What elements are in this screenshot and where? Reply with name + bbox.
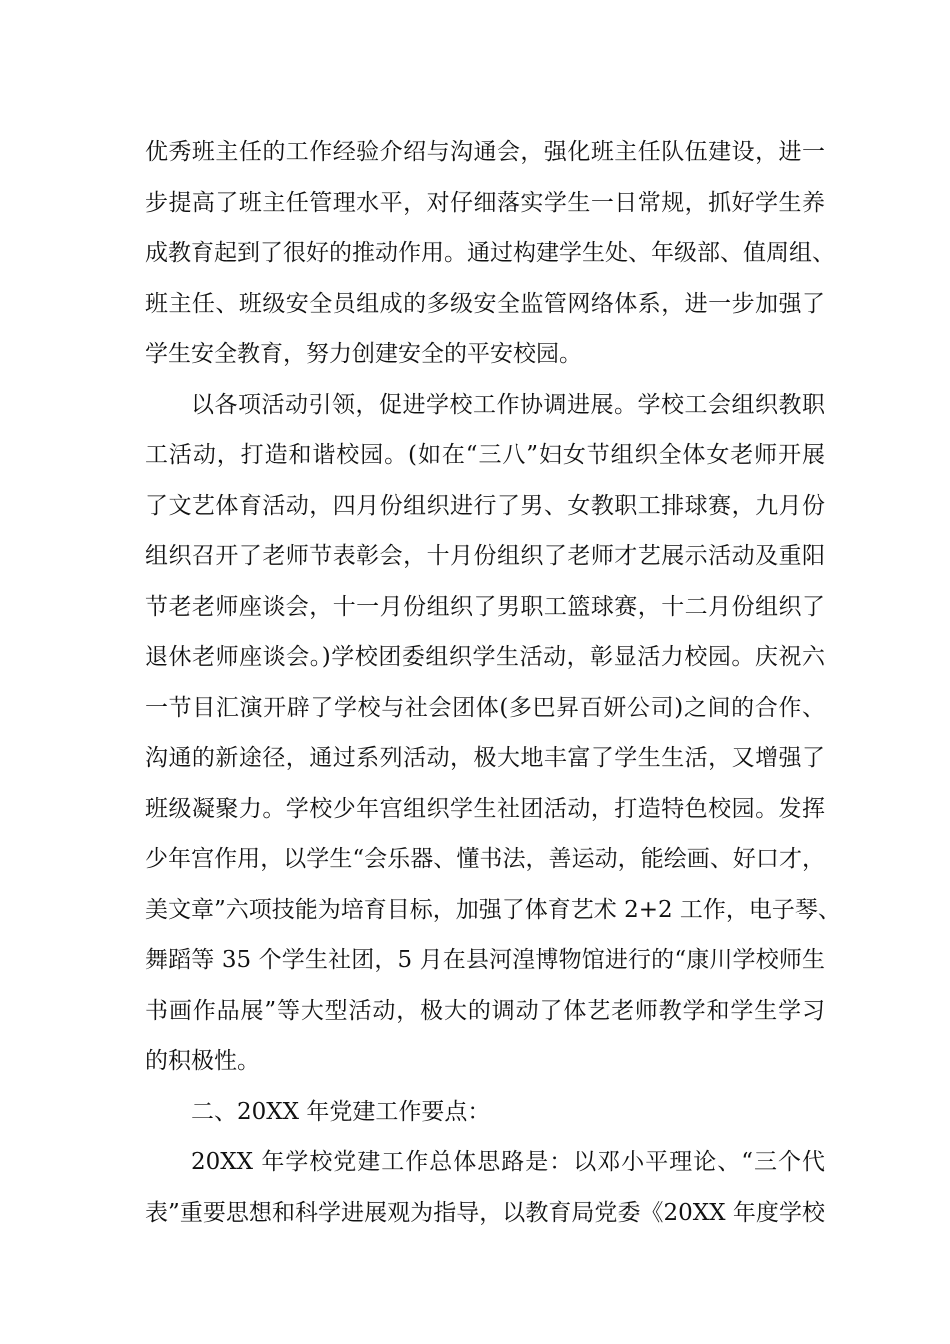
text-line: 退休老师座谈会。)学校团委组织学生活动，彰显活力校园。庆祝六 (145, 644, 825, 670)
text-line: 成教育起到了很好的推动作用。通过构建学生处、年级部、值周组、 (145, 240, 835, 266)
text-line: 表”重要思想和科学进展观为指导，以教育局党委《20XX 年度学校 (145, 1199, 825, 1226)
text-line: 班级凝聚力。学校少年宫组织学生社团活动，打造特色校园。发挥 (145, 795, 825, 822)
text-line: 一节目汇演开辟了学校与社会团体(多巴昇百妍公司)之间的合作、 (145, 694, 825, 721)
text-line: 优秀班主任的工作经验介绍与沟通会，强化班主任队伍建设，进一 (145, 139, 825, 165)
text-line: 了文艺体育活动，四月份组织进行了男、女教职工排球赛，九月份 (145, 492, 825, 519)
text-line: 工活动，打造和谐校园。(如在“三八”妇女节组织全体女老师开展 (145, 442, 825, 468)
text-line: 少年宫作用，以学生“会乐器、懂书法，善运动，能绘画、好口才， (145, 846, 825, 872)
text-line: 的积极性。 (145, 1048, 260, 1074)
paragraph-first-line: 以各项活动引领，促进学校工作协调进展。学校工会组织教职 (191, 391, 825, 418)
section-heading: 二、20XX 年党建工作要点： (191, 1098, 491, 1125)
text-line: 班主任、班级安全员组成的多级安全监管网络体系，进一步加强了 (145, 290, 825, 317)
text-line: 舞蹈等 35 个学生社团，5 月在县河湟博物馆进行的“康川学校师生 (145, 947, 825, 973)
text-line: 步提高了班主任管理水平，对仔细落实学生一日常规，抓好学生养 (145, 189, 825, 216)
text-line: 节老老师座谈会，十一月份组织了男职工篮球赛，十二月份组织了 (145, 593, 825, 620)
text-line: 书画作品展”等大型活动，极大的调动了体艺老师教学和学生学习 (145, 997, 825, 1024)
text-line: 沟通的新途径，通过系列活动，极大地丰富了学生生活，又增强了 (145, 745, 825, 771)
text-line: 美文章”六项技能为培育目标，加强了体育艺术 2+2 工作，电子琴、 (145, 896, 841, 923)
document-body (145, 127, 841, 1238)
paragraph-first-line: 20XX 年学校党建工作总体思路是：以邓小平理论、“三个代 (191, 1149, 825, 1175)
text-line: 学生安全教育，努力创建安全的平安校园。 (145, 341, 582, 367)
text-line: 组织召开了老师节表彰会，十月份组织了老师才艺展示活动及重阳 (145, 543, 825, 569)
